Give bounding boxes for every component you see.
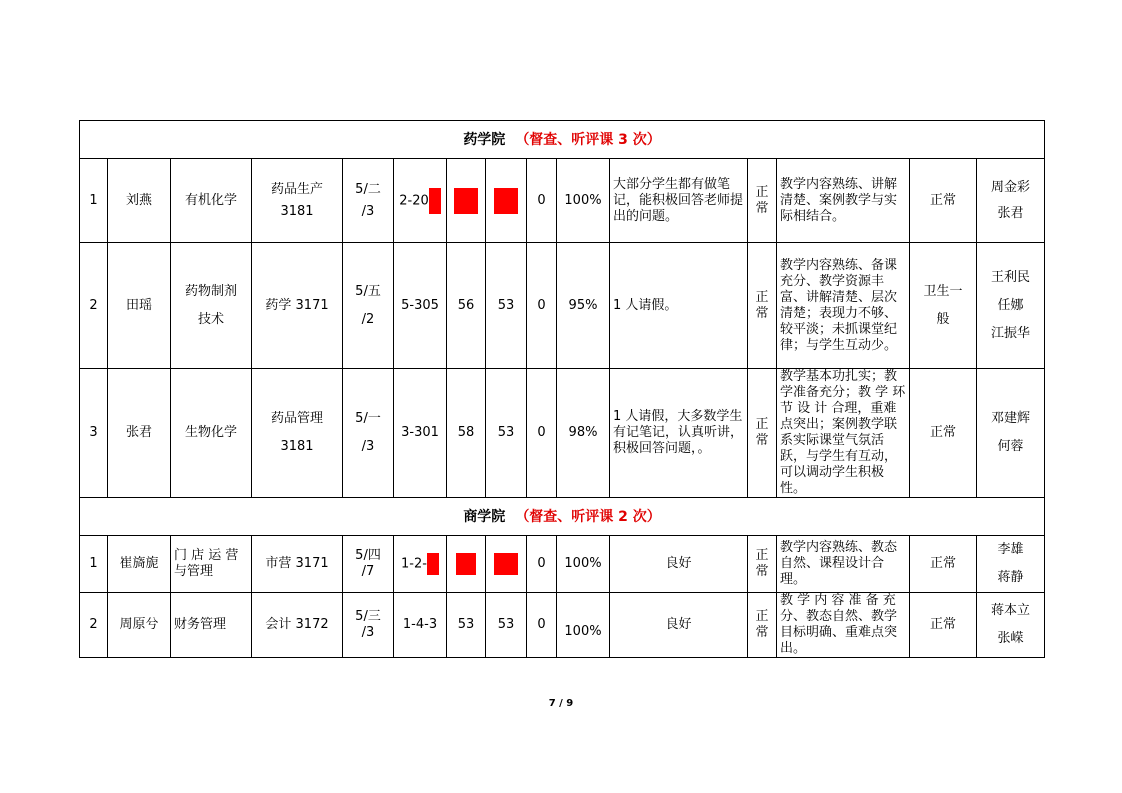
page-number: 7 / 9 xyxy=(548,698,574,709)
table-row xyxy=(80,159,1045,243)
row-number: 1 xyxy=(80,159,108,243)
date-period: 5/二 /3 xyxy=(343,159,394,243)
date-period: 5/四 /7 xyxy=(343,536,394,593)
date-period: 5/三 /3 xyxy=(343,593,394,658)
classroom: 3-301 xyxy=(394,369,447,498)
attendance-rate: 98% xyxy=(557,369,610,498)
class-name: 药品生产 3181 xyxy=(252,159,343,243)
attendance-note: 良好 xyxy=(610,593,748,658)
attendance-rate: 100% xyxy=(557,593,610,658)
teacher-name: 刘燕 xyxy=(108,159,171,243)
class-name: 药学 3171 xyxy=(252,243,343,369)
attendance-note: 大部分学生都有做笔记，能积极回答老师提出的问题。 xyxy=(610,159,748,243)
result: 正常 xyxy=(910,159,977,243)
attendance-note: 1 人请假。 xyxy=(610,243,748,369)
redaction-mark xyxy=(429,188,441,214)
result: 正常 xyxy=(910,369,977,498)
redaction-mark xyxy=(494,188,518,214)
row-number: 1 xyxy=(80,536,108,593)
evaluation: 教学内容熟练、讲解清楚、案例教学与实际相结合。 xyxy=(777,159,910,243)
reviewers: 邓建辉 何蓉 xyxy=(977,369,1045,498)
evaluation: 教学内容熟练、备课充分、教学资源丰富、讲解清楚、层次清楚；表现力不够、较平淡；未抓课堂纪律；与学生互动少。 xyxy=(777,243,910,369)
teacher-name: 田瑶 xyxy=(108,243,171,369)
evaluation: 教学内容熟练、教态自然、课程设计合理。 xyxy=(777,536,910,593)
date-period: 5/五 /2 xyxy=(343,243,394,369)
result: 正常 xyxy=(910,536,977,593)
course-name: 药物制剂 技术 xyxy=(171,243,252,369)
attendance-rate: 95% xyxy=(557,243,610,369)
attendance-rate: 100% xyxy=(557,536,610,593)
evaluation: 教 学 内 容 准 备 充分、教态自然、教学目标明确、重难点突出。 xyxy=(777,593,910,658)
result: 正常 xyxy=(910,593,977,658)
class-name: 药品管理 3181 xyxy=(252,369,343,498)
attendance-rate: 100% xyxy=(557,159,610,243)
expected-count: 53 xyxy=(447,593,486,658)
classroom: 1-2- xyxy=(394,536,447,593)
class-order: 正常 xyxy=(748,369,777,498)
college-name: 商学院 xyxy=(463,508,506,525)
expected-count xyxy=(447,159,486,243)
table-row xyxy=(80,536,1045,593)
class-order: 正常 xyxy=(748,159,777,243)
reviewers: 蒋本立 张嵘 xyxy=(977,593,1045,658)
evaluation: 教学基本功扎实；教学准备充分；教 学 环 节 设 计 合理，重难点突出；案例教学联系实际课堂气氛活跃，与学生有互动，可以调动学生积极性。 xyxy=(777,369,910,498)
actual-count: 53 xyxy=(486,369,527,498)
expected-count: 58 xyxy=(447,369,486,498)
redaction-mark xyxy=(454,188,478,214)
result: 卫生一 般 xyxy=(910,243,977,369)
late-count: 0 xyxy=(527,243,557,369)
class-order: 正常 xyxy=(748,536,777,593)
class-order: 正常 xyxy=(748,593,777,658)
redaction-mark xyxy=(427,553,439,575)
reviewers: 李雄 蒋静 xyxy=(977,536,1045,593)
actual-count xyxy=(486,159,527,243)
classroom: 1-4-3 xyxy=(394,593,447,658)
course-name: 有机化学 xyxy=(171,159,252,243)
course-name: 门 店 运 营与管理 xyxy=(171,536,252,593)
course-name: 财务管理 xyxy=(171,593,252,658)
attendance-note: 良好 xyxy=(610,536,748,593)
redaction-mark xyxy=(494,553,518,575)
section-header xyxy=(80,498,1045,536)
table-row xyxy=(80,369,1045,498)
row-number: 2 xyxy=(80,593,108,658)
college-name: 药学院 xyxy=(463,131,506,148)
redaction-mark xyxy=(456,553,476,575)
reviewers: 王利民 任娜 江振华 xyxy=(977,243,1045,369)
section-header xyxy=(80,121,1045,159)
inspection-note: （督查、听评课 2 次） xyxy=(515,508,661,525)
classroom: 2-20 xyxy=(394,159,447,243)
teacher-name: 崔旖旎 xyxy=(108,536,171,593)
table-row xyxy=(80,593,1045,658)
teacher-name: 周原兮 xyxy=(108,593,171,658)
actual-count: 53 xyxy=(486,593,527,658)
teacher-name: 张君 xyxy=(108,369,171,498)
course-name: 生物化学 xyxy=(171,369,252,498)
row-number: 3 xyxy=(80,369,108,498)
inspection-note: （督查、听评课 3 次） xyxy=(515,131,661,148)
actual-count xyxy=(486,536,527,593)
table-row xyxy=(80,243,1045,369)
late-count: 0 xyxy=(527,593,557,658)
class-name: 会计 3172 xyxy=(252,593,343,658)
date-period: 5/一 /3 xyxy=(343,369,394,498)
actual-count: 53 xyxy=(486,243,527,369)
reviewers: 周金彩 张君 xyxy=(977,159,1045,243)
late-count: 0 xyxy=(527,159,557,243)
late-count: 0 xyxy=(527,536,557,593)
attendance-note: 1 人请假，大多数学生有记笔记，认真听讲，积极回答问题，。 xyxy=(610,369,748,498)
expected-count xyxy=(447,536,486,593)
class-order: 正常 xyxy=(748,243,777,369)
late-count: 0 xyxy=(527,369,557,498)
classroom: 5-305 xyxy=(394,243,447,369)
evaluation-table xyxy=(79,120,1045,658)
expected-count: 56 xyxy=(447,243,486,369)
row-number: 2 xyxy=(80,243,108,369)
class-name: 市营 3171 xyxy=(252,536,343,593)
